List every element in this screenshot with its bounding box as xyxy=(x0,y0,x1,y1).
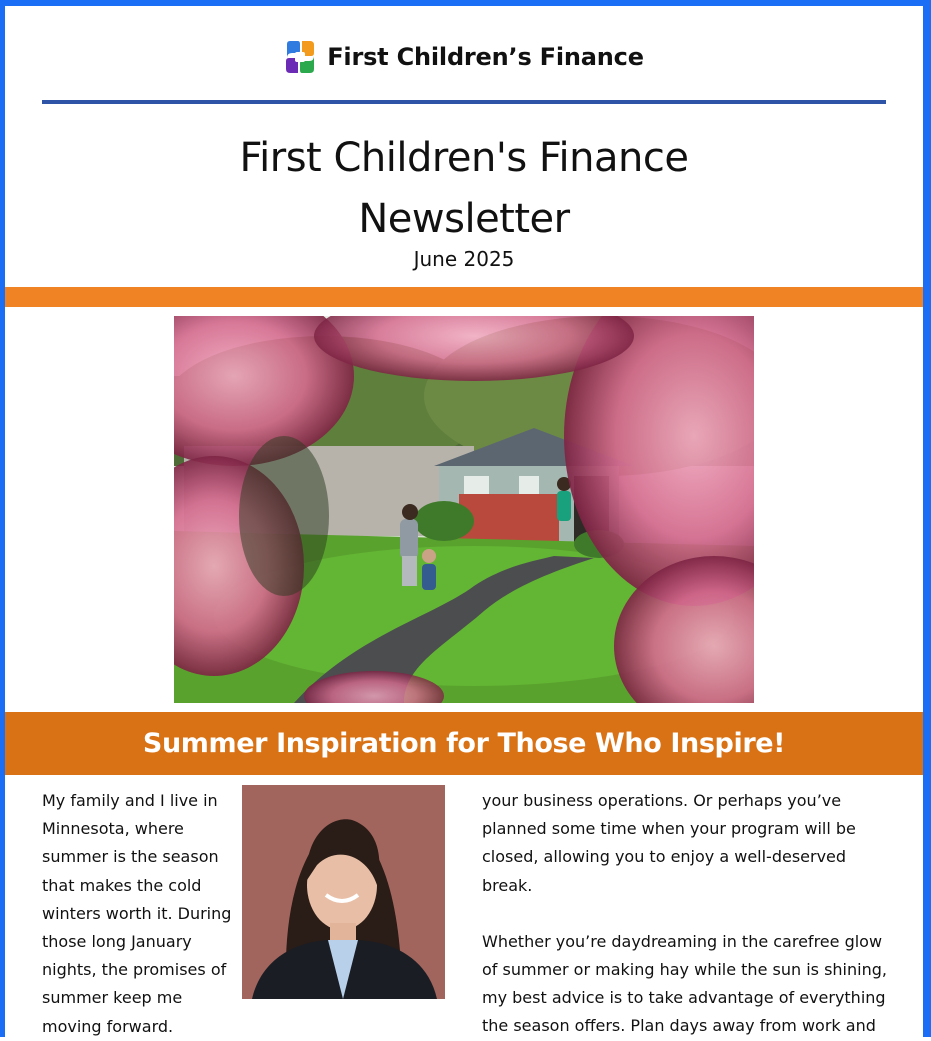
logo-row[interactable] xyxy=(5,40,923,74)
title-line-2: Newsletter xyxy=(358,196,570,242)
portrait-illustration xyxy=(242,785,445,999)
right-column-text xyxy=(482,787,892,1041)
author-portrait xyxy=(242,785,445,999)
header-divider xyxy=(42,100,886,104)
issue-date: June 2025 xyxy=(413,247,515,271)
fcf-logo-icon xyxy=(284,40,316,74)
title-line-1: First Children's Finance xyxy=(239,135,689,181)
intro-paragraph: My family and I live in Minnesota, where summer is the season that makes the cold winters worth it. During those long January nights, the promises of summer keep me moving forward. xyxy=(42,791,232,1036)
hero-photo xyxy=(174,316,754,703)
section-header-band xyxy=(5,712,923,775)
left-column-text xyxy=(42,787,232,1041)
hero-photo-illustration xyxy=(174,316,754,703)
section-title: Summer Inspiration for Those Who Inspire! xyxy=(142,728,786,759)
newsletter-title xyxy=(5,128,923,250)
orange-divider-bar xyxy=(5,287,923,307)
body-paragraph-2: Whether you’re daydreaming in the carefree glow of summer or making hay while the sun is shining, my best advice is to take advantage of everything the season offers. Plan days away from work and xyxy=(482,931,887,1036)
brand-name: First Children’s Finance xyxy=(327,43,644,71)
body-paragraph-1: your business operations. Or perhaps you’ve planned some time when your program will be closed, allowing you to enjoy a well-deserved break. xyxy=(482,791,856,895)
